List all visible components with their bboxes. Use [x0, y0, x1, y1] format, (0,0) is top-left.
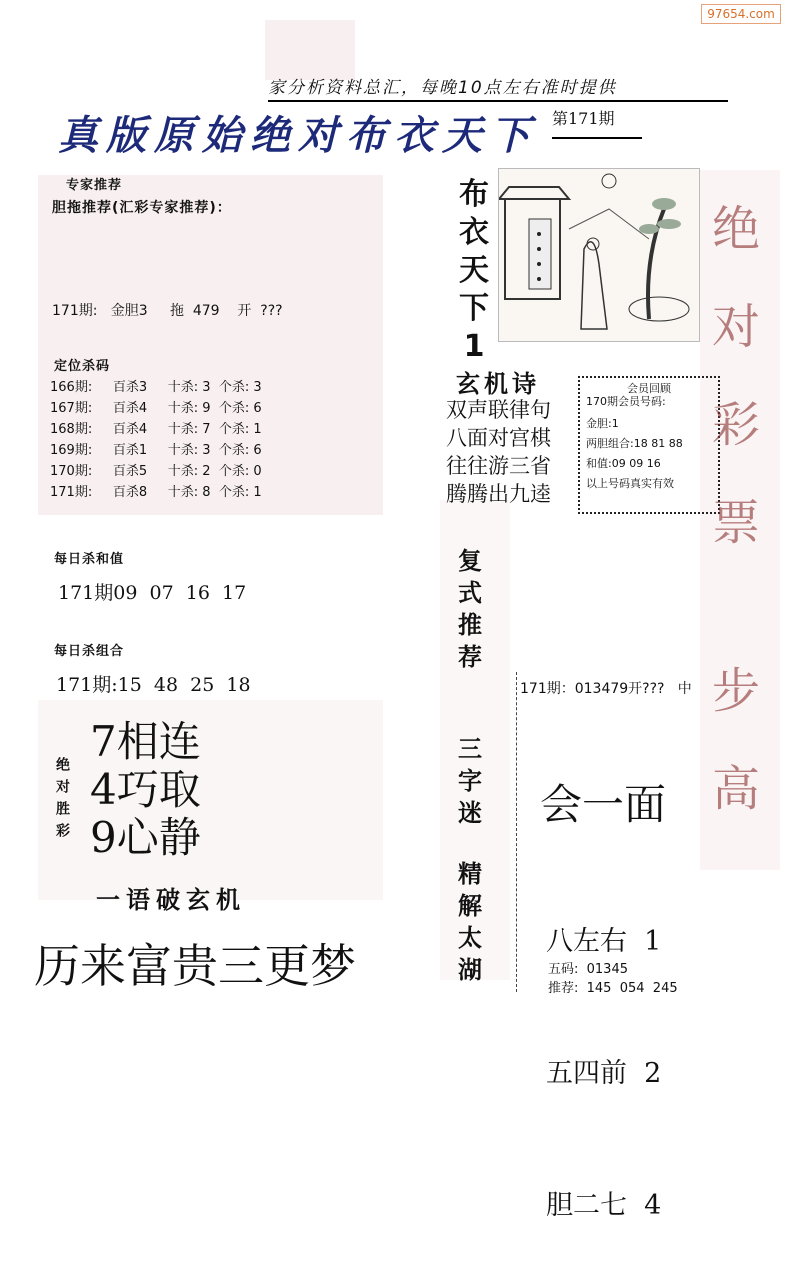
daily-sum-heading: 每日杀和值 — [54, 552, 125, 567]
right-deco-char: 高 — [712, 761, 761, 817]
center-title — [458, 176, 490, 366]
right-deco-char: 对 — [712, 299, 761, 355]
daily-combo-line: 171期:15 48 25 18 — [56, 674, 251, 696]
position-kill-row: 168期: 百杀4 十杀: 7 个杀: 1 — [50, 422, 262, 437]
right-deco-char: 步 — [712, 663, 761, 719]
riddle-tuijian: 推荐: 145 054 245 — [548, 981, 678, 996]
bottom-slogan: 历来富贵三更梦 — [34, 939, 356, 993]
member-box — [578, 376, 720, 514]
jingjie-char: 解 — [458, 892, 482, 920]
position-kill-row: 169期: 百杀1 十杀: 3 个杀: 6 — [50, 443, 262, 458]
expert-heading: 专家推荐 — [66, 178, 123, 193]
absolute-win-label: 绝对胜彩 — [54, 757, 70, 845]
issue-number: 第171期 — [552, 106, 642, 139]
divider-dashed — [516, 672, 517, 992]
absolute-win-tagline: 一语破玄机 — [96, 886, 246, 914]
center-title-char: 下 — [459, 291, 489, 326]
absolute-win-line: 4巧取 — [90, 765, 201, 814]
member-line: 金胆:1 — [586, 417, 619, 430]
absolute-win-line: 9心静 — [90, 813, 201, 862]
sanzimi-char: 字 — [458, 767, 482, 795]
member-title: 会员回顾 — [627, 382, 671, 395]
sanzimi-vertical — [458, 733, 482, 829]
jingjie-char: 湖 — [458, 956, 482, 984]
poem-line: 八面对宫棋 — [446, 426, 551, 450]
riddle-wuma: 五码: 01345 — [548, 962, 628, 977]
riddle-line: 八左右 1 — [546, 926, 662, 957]
poem-line: 腾腾出九逵 — [446, 482, 551, 506]
riddle-line: 五四前 2 — [546, 1058, 662, 1089]
background-panel-top-left — [265, 20, 355, 80]
center-title-char: 衣 — [459, 215, 489, 250]
fushi-char: 式 — [458, 579, 482, 607]
member-line: 两胆组合:18 81 88 — [586, 437, 683, 450]
watermark[interactable]: 97654.com — [701, 4, 781, 24]
position-kill-row: 166期: 百杀3 十杀: 3 个杀: 3 — [50, 380, 262, 395]
member-sub: 170期会员号码: — [586, 395, 666, 408]
poem-title: 玄机诗 — [456, 370, 540, 398]
daily-combo-heading: 每日杀组合 — [54, 644, 125, 659]
main-title: 真版原始绝对布衣天下 — [58, 112, 538, 159]
position-kill-heading: 定位杀码 — [54, 359, 111, 374]
expert-subheading: 胆拖推荐(汇彩专家推荐)： — [52, 200, 232, 216]
top-banner: 家分析资料总汇，每晚10点左右准时提供 — [268, 73, 728, 102]
position-kill-list — [50, 377, 262, 503]
right-deco-char: 彩 — [712, 397, 761, 453]
position-kill-row: 170期: 百杀5 十杀: 2 个杀: 0 — [50, 464, 262, 479]
right-deco-char: 绝 — [712, 201, 761, 257]
jingjie-vertical — [458, 858, 482, 986]
position-kill-row: 171期: 百杀8 十杀: 8 个杀: 1 — [50, 485, 262, 500]
poem-line: 往往游三省 — [446, 454, 551, 478]
right-deco — [712, 180, 760, 838]
center-title-char: 布 — [459, 177, 489, 212]
fushi-vertical — [458, 545, 482, 673]
position-kill-row: 167期: 百杀4 十杀: 9 个杀: 6 — [50, 401, 262, 416]
riddle-lines — [546, 832, 661, 1272]
fushi-char: 荐 — [458, 643, 482, 671]
poem-line: 双声联律句 — [446, 398, 551, 422]
center-title-char: 1 — [463, 329, 485, 364]
riddle-headline: 会一面 — [540, 780, 667, 829]
scene-illustration — [498, 168, 700, 342]
right-deco-char: 票 — [712, 495, 761, 551]
center-title-char: 天 — [459, 253, 489, 288]
poem — [446, 396, 551, 508]
riddle-line: 胆二七 4 — [546, 1190, 662, 1221]
sanzimi-char: 三 — [458, 735, 482, 763]
fushi-result: 171期：013479开??? 中 — [520, 681, 692, 697]
fushi-char: 推 — [458, 611, 482, 639]
expert-line: 171期: 金胆3 拖 479 开 ??? — [52, 303, 283, 319]
daily-sum-line: 171期09 07 16 17 — [58, 582, 247, 604]
jingjie-char: 精 — [458, 860, 482, 888]
member-line: 以上号码真实有效 — [586, 477, 674, 490]
sanzimi-char: 迷 — [458, 799, 482, 827]
absolute-win-line: 7相连 — [90, 717, 201, 766]
member-line: 和值:09 09 16 — [586, 457, 661, 470]
fushi-char: 复 — [458, 547, 482, 575]
jingjie-char: 太 — [458, 924, 482, 952]
absolute-win-lines — [90, 718, 201, 862]
